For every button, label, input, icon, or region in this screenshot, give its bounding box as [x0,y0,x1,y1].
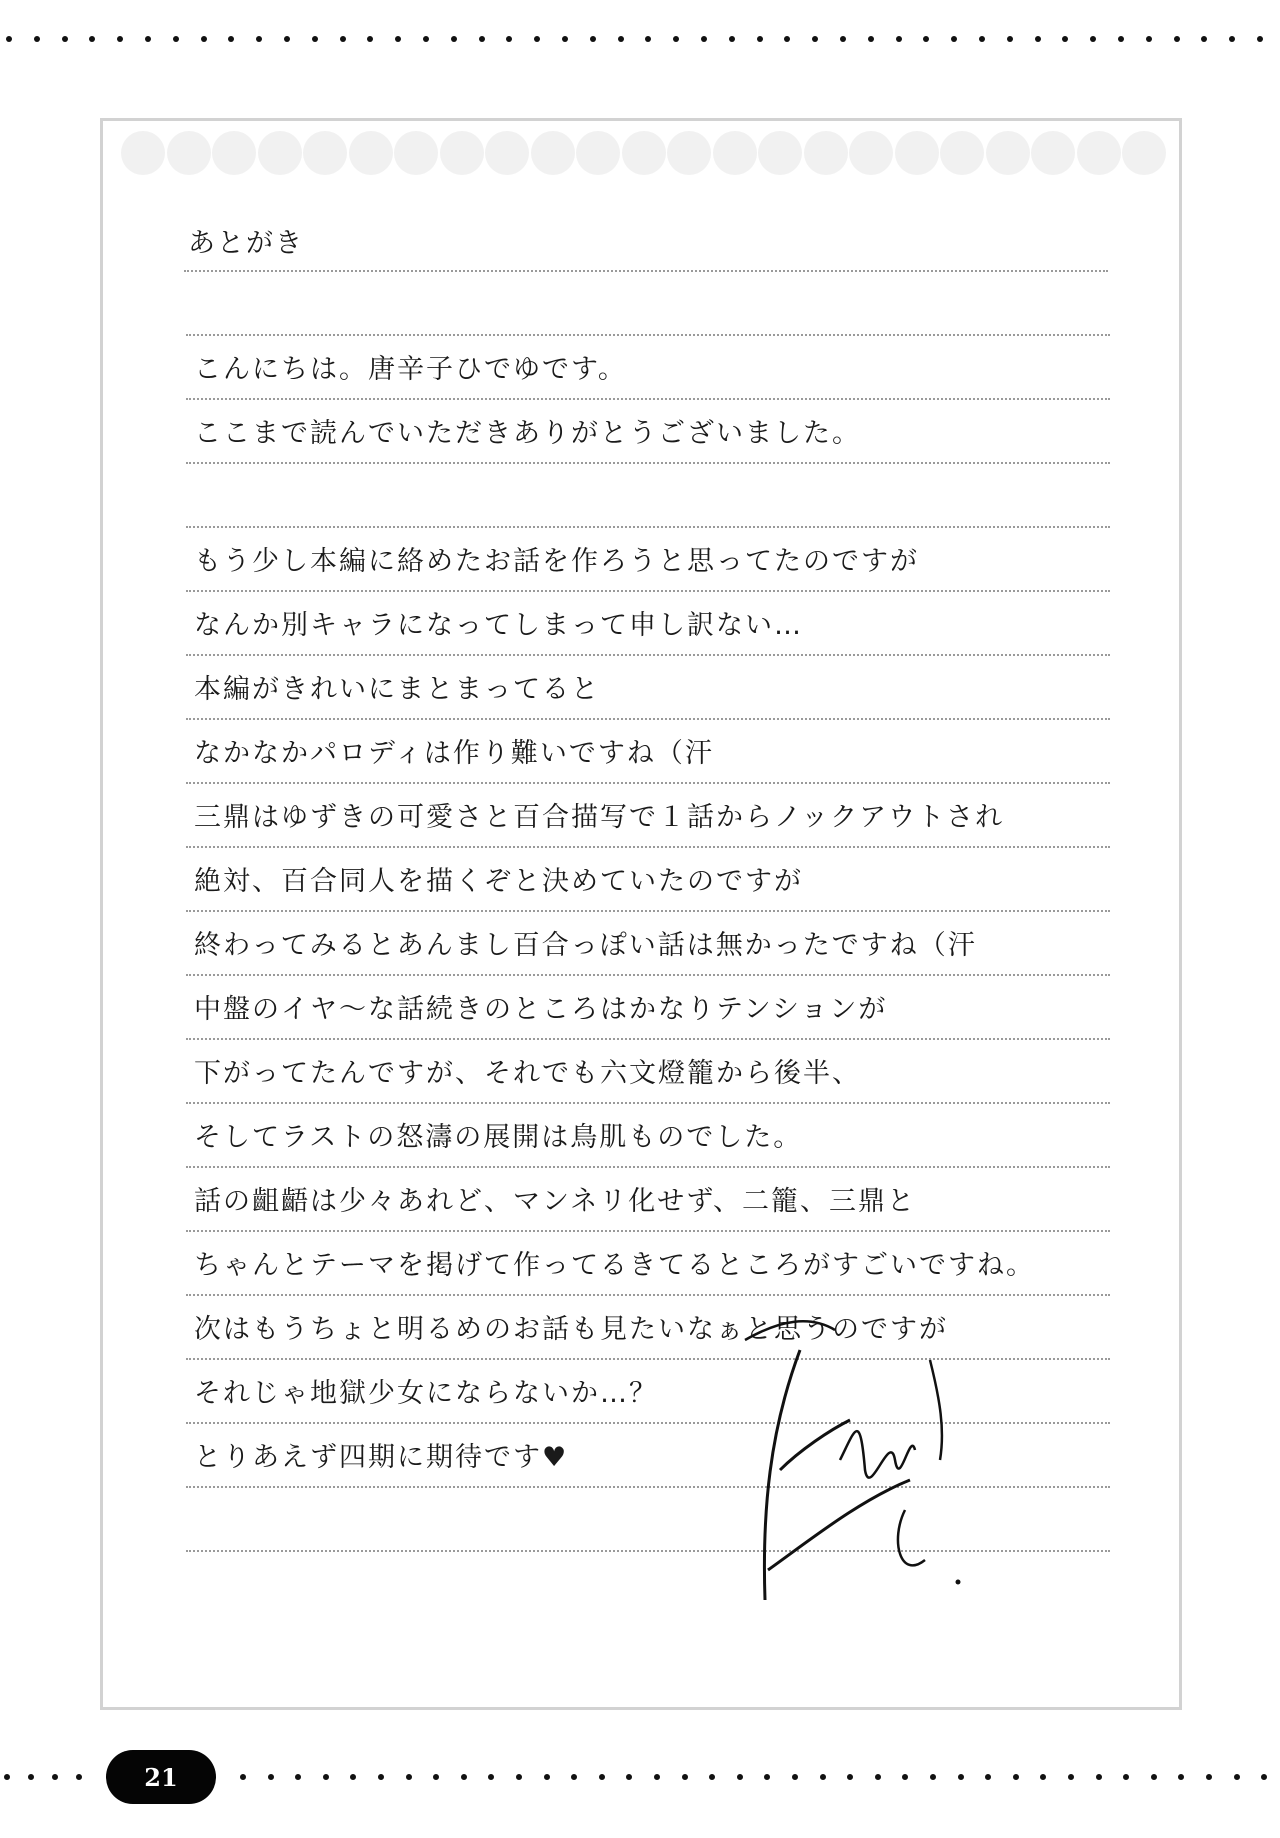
ruled-line [186,782,1110,784]
text-line: 本編がきれいにまとまってると [194,674,600,705]
border-dot [979,36,985,42]
border-dot [1234,1774,1240,1780]
border-dot [729,36,735,42]
border-dot [902,1774,908,1780]
bottom-dot-border-right [236,1774,1280,1780]
border-dot [868,36,874,42]
decorative-circle [804,131,848,175]
border-dot [256,36,262,42]
border-dot [117,36,123,42]
border-dot [1206,1774,1212,1780]
decorative-circle [258,131,302,175]
decorative-circle [212,131,256,175]
border-dot [590,36,596,42]
decorative-circle [576,131,620,175]
ruled-line [186,1038,1110,1040]
text-line: 中盤のイヤ〜な話続きのところはかなりテンションが [194,994,888,1025]
decorative-circle [713,131,757,175]
decorative-circle [303,131,347,175]
text-line: なんか別キャラになってしまって申し訳ない… [194,610,803,641]
border-dot [284,36,290,42]
border-dot [145,36,151,42]
border-dot [1035,36,1041,42]
decorative-circle [394,131,438,175]
border-dot [985,1774,991,1780]
ruled-line [186,334,1110,336]
border-dot [1118,36,1124,42]
decorative-circle [1122,131,1166,175]
border-dot [89,36,95,42]
ruled-line [186,846,1110,848]
border-dot [784,36,790,42]
text-line: こんにちは。唐辛子ひでゆです。 [194,354,627,385]
border-dot [812,36,818,42]
page-number-badge [106,1750,216,1804]
border-dot [618,36,624,42]
border-dot [764,1774,770,1780]
border-dot [268,1774,274,1780]
border-dot [488,1774,494,1780]
border-dot [323,1774,329,1780]
decorative-circle [485,131,529,175]
ruled-line [186,1294,1110,1296]
ruled-line [186,398,1110,400]
border-dot [1229,36,1235,42]
border-dot [1090,36,1096,42]
text-line: ちゃんとテーマを掲げて作ってるきてるところがすごいですね。 [194,1250,1035,1281]
border-dot [406,1774,412,1780]
border-dot [1146,36,1152,42]
text-line: 下がってたんですが、それでも六文燈籠から後半、 [194,1058,861,1089]
border-dot [350,1774,356,1780]
ruled-line [186,590,1110,592]
border-dot [433,1774,439,1780]
decorative-circle [349,131,393,175]
border-dot [34,36,40,42]
ruled-line [186,1230,1110,1232]
border-dot [701,36,707,42]
decorative-circle-row [121,131,1171,179]
border-dot [1068,1774,1074,1780]
border-dot [340,36,346,42]
border-dot [201,36,207,42]
text-line: 終わってみるとあんまし百合っぽい話は無かったですね（汗 [194,930,977,961]
border-dot [930,1774,936,1780]
border-dot [295,1774,301,1780]
ruled-line [186,1166,1110,1168]
border-dot [28,1774,34,1780]
border-dot [599,1774,605,1780]
border-dot [709,1774,715,1780]
border-dot [654,1774,660,1780]
ruled-line [186,1358,1110,1360]
border-dot [6,36,12,42]
border-dot [312,36,318,42]
border-dot [228,36,234,42]
decorative-circle [758,131,802,175]
border-dot [544,1774,550,1780]
text-line: とりあえず四期に期待です♥ [194,1442,569,1473]
border-dot [1123,1774,1129,1780]
border-dot [52,1774,58,1780]
border-dot [737,1774,743,1780]
ruled-line [186,654,1110,656]
ruled-line [186,1550,1110,1552]
border-dot [1007,36,1013,42]
border-dot [847,1774,853,1780]
page-title: あとがき [188,228,304,259]
page-number: 21 [144,1762,178,1792]
text-line: そしてラストの怒濤の展開は鳥肌ものでした。 [194,1122,803,1153]
border-dot [4,1774,10,1780]
border-dot [896,36,902,42]
border-dot [1261,1774,1267,1780]
ruled-line [186,1486,1110,1488]
border-dot [571,1774,577,1780]
border-dot [1174,36,1180,42]
border-dot [951,36,957,42]
border-dot [875,1774,881,1780]
border-dot [461,1774,467,1780]
decorative-circle [440,131,484,175]
border-dot [840,36,846,42]
ruled-line [184,270,1108,272]
border-dot [1151,1774,1157,1780]
text-line: 次はもうちょと明るめのお話も見たいなぁと思うのですが [194,1314,948,1345]
border-dot [958,1774,964,1780]
decorative-circle [940,131,984,175]
decorative-circle [531,131,575,175]
border-dot [534,36,540,42]
border-dot [1096,1774,1102,1780]
border-dot [820,1774,826,1780]
ruled-line [186,1422,1110,1424]
ruled-line [186,526,1110,528]
border-dot [645,36,651,42]
signature-drawing [740,1310,970,1610]
border-dot [423,36,429,42]
border-dot [792,1774,798,1780]
border-dot [757,36,763,42]
ruled-line [186,974,1110,976]
ruled-line [186,462,1110,464]
border-dot [1040,1774,1046,1780]
border-dot [506,36,512,42]
border-dot [451,36,457,42]
border-dot [516,1774,522,1780]
border-dot [240,1774,246,1780]
decorative-circle [667,131,711,175]
text-line: それじゃ地獄少女にならないか…？ [194,1378,658,1409]
top-dot-border [0,36,1280,42]
border-dot [626,1774,632,1780]
border-dot [1013,1774,1019,1780]
decorative-circle [622,131,666,175]
decorative-circle [986,131,1030,175]
text-line: 絶対、百合同人を描くぞと決めていたのですが [194,866,803,897]
border-dot [173,36,179,42]
border-dot [395,36,401,42]
text-line: なかなかパロディは作り難いですね（汗 [194,738,714,769]
border-dot [479,36,485,42]
border-dot [1257,36,1263,42]
border-dot [378,1774,384,1780]
ruled-line [186,1102,1110,1104]
border-dot [562,36,568,42]
decorative-circle [1031,131,1075,175]
bottom-dot-border-left [0,1774,100,1780]
border-dot [923,36,929,42]
border-dot [76,1774,82,1780]
border-dot [62,36,68,42]
text-line: ここまで読んでいただきありがとうございました。 [194,418,861,449]
border-dot [1062,36,1068,42]
border-dot [1201,36,1207,42]
decorative-circle [1077,131,1121,175]
signature [740,1310,970,1610]
decorative-circle [121,131,165,175]
decorative-circle [167,131,211,175]
border-dot [682,1774,688,1780]
text-line: 話の齟齬は少々あれど、マンネリ化せず、二籠、三鼎と [194,1186,917,1217]
border-dot [367,36,373,42]
text-line: もう少し本編に絡めたお話を作ろうと思ってたのですが [194,546,919,577]
ruled-line [186,910,1110,912]
border-dot [1178,1774,1184,1780]
ruled-line [186,718,1110,720]
border-dot [673,36,679,42]
text-line: 三鼎はゆずきの可愛さと百合描写で１話からノックアウトされ [194,802,1005,833]
decorative-circle [895,131,939,175]
decorative-circle [849,131,893,175]
